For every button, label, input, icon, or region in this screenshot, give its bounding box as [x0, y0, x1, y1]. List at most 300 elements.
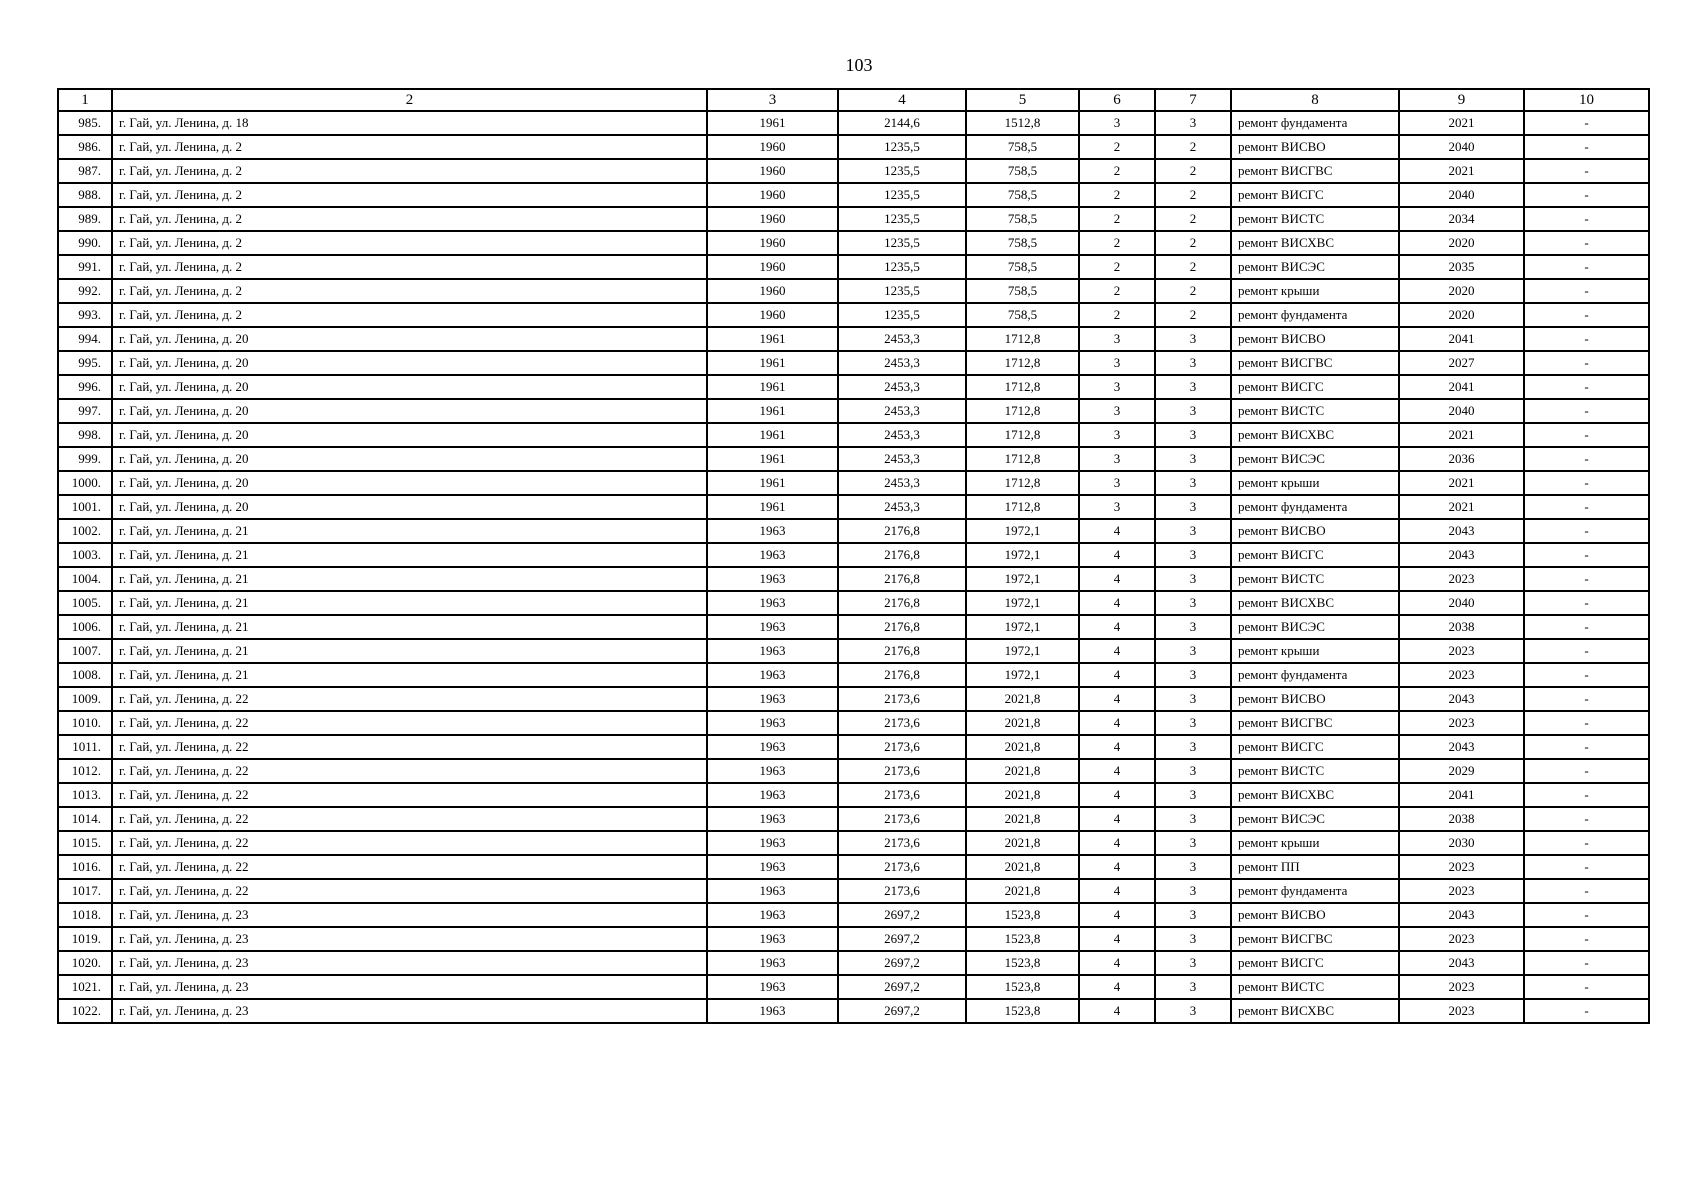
- total-area-cell: 2176,8: [838, 567, 966, 591]
- address-cell: г. Гай, ул. Ленина, д. 2: [112, 255, 707, 279]
- address-cell: г. Гай, ул. Ленина, д. 20: [112, 495, 707, 519]
- work-type-cell: ремонт ВИСВО: [1231, 687, 1399, 711]
- row-number-cell: 1009.: [58, 687, 112, 711]
- address-cell: г. Гай, ул. Ленина, д. 20: [112, 399, 707, 423]
- table-row: [58, 375, 1649, 399]
- address-cell: г. Гай, ул. Ленина, д. 2: [112, 207, 707, 231]
- column-header: 4: [838, 89, 966, 111]
- total-area-cell: 2173,6: [838, 879, 966, 903]
- note-cell: -: [1524, 759, 1649, 783]
- total-area-cell: 2697,2: [838, 975, 966, 999]
- planned-year-cell: 2040: [1399, 591, 1524, 615]
- row-number-cell: 1021.: [58, 975, 112, 999]
- row-number-cell: 1017.: [58, 879, 112, 903]
- table-row: [58, 543, 1649, 567]
- address-cell: г. Гай, ул. Ленина, д. 2: [112, 183, 707, 207]
- year-built-cell: 1963: [707, 759, 838, 783]
- address-cell: г. Гай, ул. Ленина, д. 22: [112, 735, 707, 759]
- note-cell: -: [1524, 159, 1649, 183]
- total-area-cell: 1235,5: [838, 255, 966, 279]
- entrances-cell: 3: [1155, 807, 1231, 831]
- note-cell: -: [1524, 975, 1649, 999]
- total-area-cell: 2176,8: [838, 639, 966, 663]
- planned-year-cell: 2020: [1399, 231, 1524, 255]
- work-type-cell: ремонт крыши: [1231, 279, 1399, 303]
- row-number-cell: 1001.: [58, 495, 112, 519]
- living-area-cell: 1972,1: [966, 639, 1079, 663]
- entrances-cell: 3: [1155, 759, 1231, 783]
- total-area-cell: 1235,5: [838, 231, 966, 255]
- year-built-cell: 1963: [707, 615, 838, 639]
- address-cell: г. Гай, ул. Ленина, д. 2: [112, 303, 707, 327]
- planned-year-cell: 2021: [1399, 111, 1524, 135]
- year-built-cell: 1963: [707, 999, 838, 1023]
- year-built-cell: 1963: [707, 519, 838, 543]
- address-cell: г. Гай, ул. Ленина, д. 21: [112, 591, 707, 615]
- row-number-cell: 986.: [58, 135, 112, 159]
- table-body: [58, 111, 1649, 1023]
- floors-cell: 4: [1079, 687, 1155, 711]
- planned-year-cell: 2023: [1399, 663, 1524, 687]
- year-built-cell: 1961: [707, 327, 838, 351]
- planned-year-cell: 2034: [1399, 207, 1524, 231]
- row-number-cell: 995.: [58, 351, 112, 375]
- column-header: 10: [1524, 89, 1649, 111]
- address-cell: г. Гай, ул. Ленина, д. 21: [112, 519, 707, 543]
- entrances-cell: 2: [1155, 183, 1231, 207]
- living-area-cell: 1512,8: [966, 111, 1079, 135]
- planned-year-cell: 2043: [1399, 687, 1524, 711]
- table-row: [58, 591, 1649, 615]
- total-area-cell: 2453,3: [838, 375, 966, 399]
- work-type-cell: ремонт ВИСТС: [1231, 567, 1399, 591]
- total-area-cell: 2173,6: [838, 855, 966, 879]
- address-cell: г. Гай, ул. Ленина, д. 18: [112, 111, 707, 135]
- work-type-cell: ремонт фундамента: [1231, 879, 1399, 903]
- table-row: [58, 999, 1649, 1023]
- note-cell: -: [1524, 135, 1649, 159]
- work-type-cell: ремонт ВИСХВС: [1231, 591, 1399, 615]
- entrances-cell: 3: [1155, 351, 1231, 375]
- living-area-cell: 758,5: [966, 159, 1079, 183]
- work-type-cell: ремонт крыши: [1231, 471, 1399, 495]
- table-row: [58, 207, 1649, 231]
- year-built-cell: 1963: [707, 951, 838, 975]
- year-built-cell: 1963: [707, 927, 838, 951]
- address-cell: г. Гай, ул. Ленина, д. 20: [112, 423, 707, 447]
- entrances-cell: 3: [1155, 951, 1231, 975]
- planned-year-cell: 2041: [1399, 783, 1524, 807]
- planned-year-cell: 2021: [1399, 423, 1524, 447]
- row-number-cell: 1018.: [58, 903, 112, 927]
- entrances-cell: 2: [1155, 303, 1231, 327]
- year-built-cell: 1963: [707, 735, 838, 759]
- work-type-cell: ремонт ВИСЭС: [1231, 255, 1399, 279]
- table-row: [58, 327, 1649, 351]
- floors-cell: 4: [1079, 711, 1155, 735]
- table-row: [58, 447, 1649, 471]
- planned-year-cell: 2021: [1399, 495, 1524, 519]
- table-row: [58, 303, 1649, 327]
- floors-cell: 4: [1079, 567, 1155, 591]
- planned-year-cell: 2023: [1399, 879, 1524, 903]
- planned-year-cell: 2029: [1399, 759, 1524, 783]
- table-row: [58, 495, 1649, 519]
- work-type-cell: ремонт ВИСГВС: [1231, 351, 1399, 375]
- address-cell: г. Гай, ул. Ленина, д. 2: [112, 279, 707, 303]
- note-cell: -: [1524, 951, 1649, 975]
- table-row: [58, 855, 1649, 879]
- work-type-cell: ремонт фундамента: [1231, 495, 1399, 519]
- row-number-cell: 1012.: [58, 759, 112, 783]
- total-area-cell: 2173,6: [838, 687, 966, 711]
- row-number-cell: 1007.: [58, 639, 112, 663]
- table-row: [58, 951, 1649, 975]
- entrances-cell: 3: [1155, 711, 1231, 735]
- note-cell: -: [1524, 807, 1649, 831]
- address-cell: г. Гай, ул. Ленина, д. 21: [112, 543, 707, 567]
- note-cell: -: [1524, 903, 1649, 927]
- row-number-cell: 992.: [58, 279, 112, 303]
- planned-year-cell: 2043: [1399, 543, 1524, 567]
- entrances-cell: 3: [1155, 471, 1231, 495]
- floors-cell: 4: [1079, 519, 1155, 543]
- total-area-cell: 2453,3: [838, 399, 966, 423]
- address-cell: г. Гай, ул. Ленина, д. 2: [112, 135, 707, 159]
- table-row: [58, 471, 1649, 495]
- planned-year-cell: 2041: [1399, 375, 1524, 399]
- address-cell: г. Гай, ул. Ленина, д. 20: [112, 447, 707, 471]
- table-row: [58, 351, 1649, 375]
- planned-year-cell: 2040: [1399, 135, 1524, 159]
- total-area-cell: 2176,8: [838, 663, 966, 687]
- entrances-cell: 3: [1155, 735, 1231, 759]
- page-number: 103: [845, 55, 873, 75]
- entrances-cell: 3: [1155, 591, 1231, 615]
- address-cell: г. Гай, ул. Ленина, д. 22: [112, 687, 707, 711]
- living-area-cell: 758,5: [966, 303, 1079, 327]
- note-cell: -: [1524, 471, 1649, 495]
- total-area-cell: 2697,2: [838, 999, 966, 1023]
- year-built-cell: 1961: [707, 111, 838, 135]
- table-row: [58, 711, 1649, 735]
- floors-cell: 4: [1079, 927, 1155, 951]
- floors-cell: 4: [1079, 591, 1155, 615]
- work-type-cell: ремонт ВИСГС: [1231, 375, 1399, 399]
- floors-cell: 3: [1079, 351, 1155, 375]
- note-cell: -: [1524, 375, 1649, 399]
- entrances-cell: 3: [1155, 423, 1231, 447]
- table-row: [58, 687, 1649, 711]
- entrances-cell: 3: [1155, 879, 1231, 903]
- row-number-cell: 1000.: [58, 471, 112, 495]
- planned-year-cell: 2036: [1399, 447, 1524, 471]
- row-number-cell: 991.: [58, 255, 112, 279]
- row-number-cell: 1022.: [58, 999, 112, 1023]
- entrances-cell: 3: [1155, 615, 1231, 639]
- year-built-cell: 1963: [707, 711, 838, 735]
- entrances-cell: 3: [1155, 327, 1231, 351]
- year-built-cell: 1960: [707, 135, 838, 159]
- work-type-cell: ремонт ВИСГВС: [1231, 927, 1399, 951]
- total-area-cell: 2453,3: [838, 351, 966, 375]
- note-cell: -: [1524, 831, 1649, 855]
- living-area-cell: 1972,1: [966, 591, 1079, 615]
- entrances-cell: 3: [1155, 903, 1231, 927]
- living-area-cell: 758,5: [966, 231, 1079, 255]
- planned-year-cell: 2027: [1399, 351, 1524, 375]
- work-type-cell: ремонт ВИСВО: [1231, 135, 1399, 159]
- year-built-cell: 1963: [707, 663, 838, 687]
- entrances-cell: 2: [1155, 135, 1231, 159]
- address-cell: г. Гай, ул. Ленина, д. 20: [112, 375, 707, 399]
- year-built-cell: 1960: [707, 159, 838, 183]
- total-area-cell: 2697,2: [838, 903, 966, 927]
- entrances-cell: 3: [1155, 783, 1231, 807]
- year-built-cell: 1960: [707, 303, 838, 327]
- planned-year-cell: 2021: [1399, 159, 1524, 183]
- living-area-cell: 1712,8: [966, 399, 1079, 423]
- address-cell: г. Гай, ул. Ленина, д. 22: [112, 783, 707, 807]
- address-cell: г. Гай, ул. Ленина, д. 2: [112, 159, 707, 183]
- work-type-cell: ремонт ВИСГС: [1231, 735, 1399, 759]
- living-area-cell: 2021,8: [966, 711, 1079, 735]
- year-built-cell: 1963: [707, 687, 838, 711]
- table-row: [58, 975, 1649, 999]
- entrances-cell: 3: [1155, 567, 1231, 591]
- table-row: [58, 831, 1649, 855]
- year-built-cell: 1963: [707, 903, 838, 927]
- floors-cell: 4: [1079, 999, 1155, 1023]
- note-cell: -: [1524, 327, 1649, 351]
- living-area-cell: 1523,8: [966, 951, 1079, 975]
- year-built-cell: 1960: [707, 207, 838, 231]
- floors-cell: 3: [1079, 447, 1155, 471]
- floors-cell: 2: [1079, 255, 1155, 279]
- note-cell: -: [1524, 567, 1649, 591]
- planned-year-cell: 2040: [1399, 399, 1524, 423]
- entrances-cell: 3: [1155, 855, 1231, 879]
- address-cell: г. Гай, ул. Ленина, д. 22: [112, 711, 707, 735]
- table-row: [58, 399, 1649, 423]
- living-area-cell: 1712,8: [966, 423, 1079, 447]
- living-area-cell: 2021,8: [966, 759, 1079, 783]
- living-area-cell: 2021,8: [966, 783, 1079, 807]
- table-row: [58, 111, 1649, 135]
- entrances-cell: 2: [1155, 255, 1231, 279]
- floors-cell: 4: [1079, 615, 1155, 639]
- table-row: [58, 279, 1649, 303]
- year-built-cell: 1960: [707, 279, 838, 303]
- table-row: [58, 519, 1649, 543]
- living-area-cell: 1972,1: [966, 519, 1079, 543]
- row-number-cell: 990.: [58, 231, 112, 255]
- work-type-cell: ремонт ВИСХВС: [1231, 423, 1399, 447]
- column-header: 7: [1155, 89, 1231, 111]
- total-area-cell: 2173,6: [838, 759, 966, 783]
- total-area-cell: 2173,6: [838, 711, 966, 735]
- note-cell: -: [1524, 399, 1649, 423]
- floors-cell: 2: [1079, 159, 1155, 183]
- row-number-cell: 994.: [58, 327, 112, 351]
- living-area-cell: 2021,8: [966, 735, 1079, 759]
- note-cell: -: [1524, 999, 1649, 1023]
- note-cell: -: [1524, 423, 1649, 447]
- floors-cell: 4: [1079, 735, 1155, 759]
- year-built-cell: 1963: [707, 543, 838, 567]
- floors-cell: 2: [1079, 135, 1155, 159]
- total-area-cell: 2697,2: [838, 927, 966, 951]
- living-area-cell: 1972,1: [966, 615, 1079, 639]
- year-built-cell: 1963: [707, 879, 838, 903]
- row-number-cell: 1010.: [58, 711, 112, 735]
- row-number-cell: 1006.: [58, 615, 112, 639]
- total-area-cell: 1235,5: [838, 135, 966, 159]
- column-header: 5: [966, 89, 1079, 111]
- planned-year-cell: 2023: [1399, 711, 1524, 735]
- year-built-cell: 1961: [707, 423, 838, 447]
- floors-cell: 4: [1079, 951, 1155, 975]
- total-area-cell: 1235,5: [838, 183, 966, 207]
- address-cell: г. Гай, ул. Ленина, д. 21: [112, 615, 707, 639]
- floors-cell: 3: [1079, 111, 1155, 135]
- row-number-cell: 1014.: [58, 807, 112, 831]
- column-header: 8: [1231, 89, 1399, 111]
- address-cell: г. Гай, ул. Ленина, д. 23: [112, 999, 707, 1023]
- row-number-cell: 1011.: [58, 735, 112, 759]
- note-cell: -: [1524, 735, 1649, 759]
- living-area-cell: 2021,8: [966, 879, 1079, 903]
- header-row: [58, 89, 1649, 111]
- total-area-cell: 2176,8: [838, 543, 966, 567]
- entrances-cell: 3: [1155, 687, 1231, 711]
- planned-year-cell: 2030: [1399, 831, 1524, 855]
- living-area-cell: 1523,8: [966, 975, 1079, 999]
- entrances-cell: 3: [1155, 111, 1231, 135]
- entrances-cell: 2: [1155, 159, 1231, 183]
- living-area-cell: 758,5: [966, 207, 1079, 231]
- living-area-cell: 1972,1: [966, 663, 1079, 687]
- column-header: 6: [1079, 89, 1155, 111]
- floors-cell: 4: [1079, 639, 1155, 663]
- floors-cell: 3: [1079, 399, 1155, 423]
- address-cell: г. Гай, ул. Ленина, д. 22: [112, 831, 707, 855]
- year-built-cell: 1961: [707, 495, 838, 519]
- floors-cell: 4: [1079, 975, 1155, 999]
- work-type-cell: ремонт ВИСЭС: [1231, 615, 1399, 639]
- work-type-cell: ремонт ВИСТС: [1231, 207, 1399, 231]
- address-cell: г. Гай, ул. Ленина, д. 20: [112, 327, 707, 351]
- work-type-cell: ремонт фундамента: [1231, 111, 1399, 135]
- entrances-cell: 3: [1155, 999, 1231, 1023]
- entrances-cell: 2: [1155, 207, 1231, 231]
- address-cell: г. Гай, ул. Ленина, д. 22: [112, 855, 707, 879]
- living-area-cell: 1712,8: [966, 375, 1079, 399]
- living-area-cell: 758,5: [966, 183, 1079, 207]
- year-built-cell: 1960: [707, 183, 838, 207]
- planned-year-cell: 2043: [1399, 903, 1524, 927]
- note-cell: -: [1524, 663, 1649, 687]
- row-number-cell: 1002.: [58, 519, 112, 543]
- table-row: [58, 927, 1649, 951]
- living-area-cell: 1523,8: [966, 927, 1079, 951]
- living-area-cell: 2021,8: [966, 807, 1079, 831]
- living-area-cell: 2021,8: [966, 855, 1079, 879]
- note-cell: -: [1524, 783, 1649, 807]
- address-cell: г. Гай, ул. Ленина, д. 2: [112, 231, 707, 255]
- entrances-cell: 3: [1155, 543, 1231, 567]
- floors-cell: 3: [1079, 375, 1155, 399]
- planned-year-cell: 2023: [1399, 639, 1524, 663]
- living-area-cell: 1712,8: [966, 471, 1079, 495]
- note-cell: -: [1524, 855, 1649, 879]
- living-area-cell: 1972,1: [966, 567, 1079, 591]
- entrances-cell: 3: [1155, 831, 1231, 855]
- work-type-cell: ремонт ВИСВО: [1231, 519, 1399, 543]
- row-number-cell: 1019.: [58, 927, 112, 951]
- row-number-cell: 1015.: [58, 831, 112, 855]
- year-built-cell: 1961: [707, 471, 838, 495]
- year-built-cell: 1963: [707, 975, 838, 999]
- work-type-cell: ремонт крыши: [1231, 639, 1399, 663]
- entrances-cell: 3: [1155, 975, 1231, 999]
- row-number-cell: 1013.: [58, 783, 112, 807]
- row-number-cell: 1016.: [58, 855, 112, 879]
- year-built-cell: 1961: [707, 351, 838, 375]
- living-area-cell: 1712,8: [966, 351, 1079, 375]
- total-area-cell: 1235,5: [838, 303, 966, 327]
- living-area-cell: 1523,8: [966, 999, 1079, 1023]
- floors-cell: 3: [1079, 495, 1155, 519]
- floors-cell: 4: [1079, 759, 1155, 783]
- floors-cell: 2: [1079, 183, 1155, 207]
- row-number-cell: 998.: [58, 423, 112, 447]
- floors-cell: 4: [1079, 807, 1155, 831]
- row-number-cell: 993.: [58, 303, 112, 327]
- note-cell: -: [1524, 351, 1649, 375]
- table-row: [58, 759, 1649, 783]
- total-area-cell: 2176,8: [838, 615, 966, 639]
- work-type-cell: ремонт ВИСВО: [1231, 327, 1399, 351]
- total-area-cell: 2453,3: [838, 495, 966, 519]
- year-built-cell: 1961: [707, 447, 838, 471]
- repair-register-table: [57, 88, 1650, 1024]
- total-area-cell: 1235,5: [838, 279, 966, 303]
- note-cell: -: [1524, 711, 1649, 735]
- entrances-cell: 3: [1155, 399, 1231, 423]
- note-cell: -: [1524, 183, 1649, 207]
- note-cell: -: [1524, 207, 1649, 231]
- column-header: 3: [707, 89, 838, 111]
- note-cell: -: [1524, 615, 1649, 639]
- entrances-cell: 2: [1155, 279, 1231, 303]
- address-cell: г. Гай, ул. Ленина, д. 22: [112, 759, 707, 783]
- total-area-cell: 2453,3: [838, 447, 966, 471]
- row-number-cell: 985.: [58, 111, 112, 135]
- work-type-cell: ремонт ВИСЭС: [1231, 807, 1399, 831]
- row-number-cell: 997.: [58, 399, 112, 423]
- column-header: 2: [112, 89, 707, 111]
- row-number-cell: 1005.: [58, 591, 112, 615]
- floors-cell: 2: [1079, 279, 1155, 303]
- floors-cell: 3: [1079, 471, 1155, 495]
- note-cell: -: [1524, 639, 1649, 663]
- planned-year-cell: 2038: [1399, 615, 1524, 639]
- address-cell: г. Гай, ул. Ленина, д. 23: [112, 975, 707, 999]
- address-cell: г. Гай, ул. Ленина, д. 20: [112, 471, 707, 495]
- living-area-cell: 1712,8: [966, 495, 1079, 519]
- floors-cell: 3: [1079, 327, 1155, 351]
